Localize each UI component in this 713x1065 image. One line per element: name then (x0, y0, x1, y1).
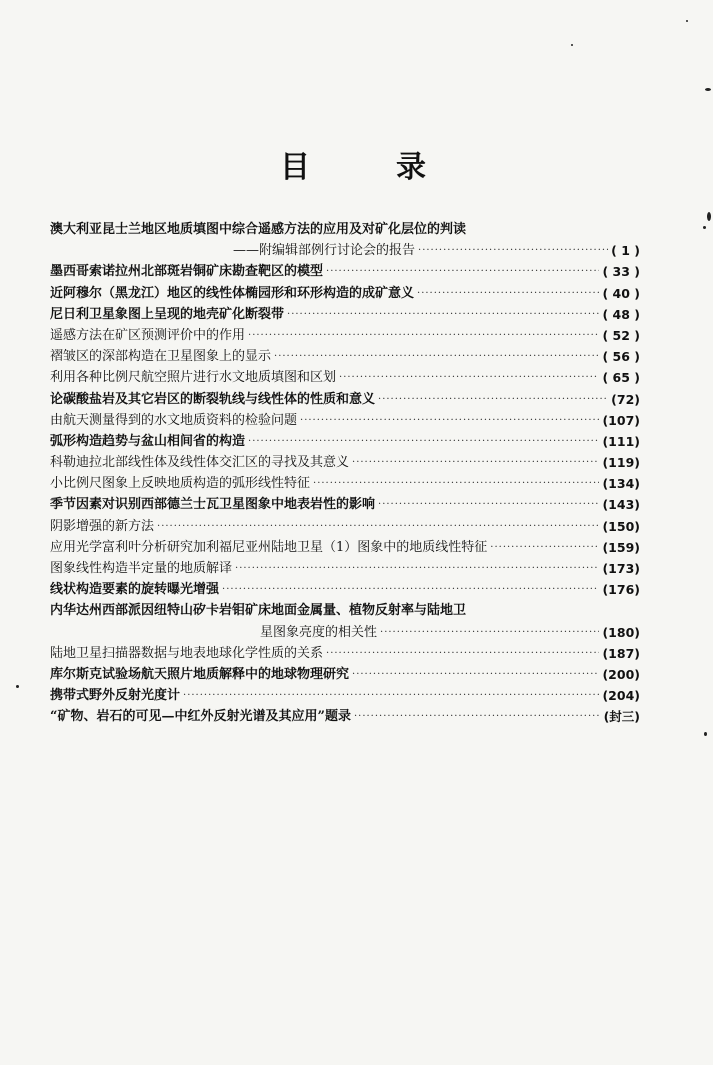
dot-leader (157, 516, 599, 537)
toc-entry-title: 库尔斯克试验场航天照片地质解释中的地球物理研究 (50, 666, 350, 682)
toc-entry-page: (176) (602, 582, 640, 598)
toc-entry (50, 494, 640, 515)
toc-entry-title: 墨西哥索诺拉州北部斑岩铜矿床勘查靶区的模型 (50, 264, 324, 280)
dot-leader (326, 261, 599, 282)
toc-entry (50, 685, 640, 706)
toc-entry-page: (107) (602, 412, 640, 428)
dot-leader (183, 685, 599, 706)
toc-entry-title: 弧形构造趋势与盆山相间省的构造 (50, 433, 246, 449)
dot-leader (352, 452, 599, 473)
toc-entry-title: 携带式野外反射光度计 (50, 688, 181, 704)
dot-leader (378, 494, 599, 515)
toc-entry (50, 452, 640, 473)
toc-entry (50, 643, 640, 664)
scan-speck (703, 226, 706, 229)
toc-entry-title: 陆地卫星扫描器数据与地表地球化学性质的关系 (50, 645, 324, 661)
toc-entry-title: 图象线性构造半定量的地质解译 (50, 561, 233, 576)
toc-entry-page: ( 40 ) (602, 285, 640, 301)
toc-entry-title: “矿物、岩石的可见—中红外反射光谱及其应用”题录 (50, 709, 351, 725)
toc-entry (50, 304, 640, 325)
toc-entry (50, 516, 640, 537)
toc-entry (50, 664, 640, 685)
toc-entry-page: (187) (602, 645, 640, 661)
dot-leader (248, 431, 599, 452)
toc-entry-page: ( 48 ) (602, 306, 640, 322)
toc-entry (50, 558, 640, 579)
toc-entry (50, 537, 640, 558)
toc-entry-title: 尼日利卫星象图上呈现的地壳矿化断裂带 (50, 306, 285, 322)
toc-entry-page: (封三) (603, 709, 640, 725)
title-char-2: 录 (396, 150, 426, 185)
dot-leader (274, 346, 599, 367)
toc-entry-page: (143) (602, 497, 640, 513)
toc-entry-page: (159) (602, 539, 640, 555)
toc-entry (50, 219, 640, 240)
toc-entry-title: 澳大利亚昆士兰地区地质填图中综合遥感方法的应用及对矿化层位的判读 (50, 222, 467, 237)
table-of-contents (50, 219, 640, 728)
toc-entry (50, 283, 640, 304)
toc-entry-title: 应用光学富利叶分析研究加利福尼亚州陆地卫星（1）图象中的地质线性特征 (50, 539, 488, 555)
toc-entry-page: ( 33 ) (602, 264, 640, 280)
toc-entry-title: 内华达州西部派因纽特山矽卡岩钼矿床地面金属量、植物反射率与陆地卫 (50, 603, 467, 619)
toc-entry-title: 季节因素对识别西部德兰士瓦卫星图象中地表岩性的影响 (50, 497, 376, 513)
dot-leader (352, 664, 599, 685)
toc-entry-page: ( 56 ) (602, 349, 640, 365)
toc-entry-title: 褶皱区的深部构造在卫星图象上的显示 (50, 349, 272, 365)
toc-entry-title: 线状构造要素的旋转曝光增强 (50, 582, 220, 598)
toc-entry-title: 利用各种比例尺航空照片进行水文地质填图和区划 (50, 370, 337, 386)
toc-entry-page: ( 1 ) (611, 243, 640, 259)
toc-entry-page: (173) (602, 561, 640, 576)
toc-entry (50, 410, 640, 431)
toc-entry (50, 622, 640, 643)
dot-leader (417, 283, 599, 304)
scan-speck (16, 685, 19, 688)
toc-entry (50, 261, 640, 282)
toc-entry (50, 240, 640, 261)
dot-leader (380, 622, 599, 643)
toc-entry-page: (150) (602, 518, 640, 534)
dot-leader (378, 389, 608, 410)
toc-entry-page: (204) (602, 688, 640, 704)
page-title (280, 148, 430, 188)
dot-leader (354, 706, 601, 727)
scan-speck (705, 88, 711, 91)
scan-speck (686, 20, 688, 22)
toc-entry-title: ——附编辑部例行讨论会的报告 (233, 243, 416, 259)
toc-entry-title: 由航天测量得到的水文地质资料的检验问题 (50, 412, 298, 428)
dot-leader (313, 473, 599, 494)
toc-entry-title: 近阿穆尔（黑龙江）地区的线性体椭园形和环形构造的成矿意义 (50, 285, 415, 301)
dot-leader (222, 579, 599, 600)
toc-entry-page: (72) (611, 391, 640, 407)
dot-leader (248, 325, 599, 346)
toc-entry-title: 遥感方法在矿区预测评价中的作用 (50, 327, 246, 343)
toc-entry (50, 473, 640, 494)
toc-entry-title: 论碳酸盐岩及其它岩区的断裂轨线与线性体的性质和意义 (50, 391, 376, 407)
dot-leader (418, 240, 608, 261)
scan-speck (571, 44, 573, 46)
toc-entry-page: (111) (602, 433, 640, 449)
toc-entry-title: 星图象亮度的相关性 (260, 624, 378, 640)
toc-entry-page: ( 65 ) (602, 370, 640, 386)
toc-entry (50, 579, 640, 600)
scan-speck (704, 732, 707, 736)
dot-leader (300, 410, 599, 431)
dot-leader (287, 304, 599, 325)
toc-entry (50, 431, 640, 452)
toc-entry-title: 阴影增强的新方法 (50, 518, 155, 534)
toc-entry-page: (134) (602, 476, 640, 492)
dot-leader (339, 367, 599, 388)
scan-speck (707, 212, 711, 221)
toc-entry-page: (119) (602, 455, 640, 471)
toc-entry (50, 389, 640, 410)
dot-leader (326, 643, 599, 664)
dot-leader (490, 537, 599, 558)
toc-entry (50, 706, 640, 727)
toc-entry (50, 346, 640, 367)
title-char-1: 目 (280, 150, 310, 185)
toc-entry-title: 小比例尺图象上反映地质构造的弧形线性特征 (50, 476, 311, 492)
toc-entry (50, 600, 640, 621)
toc-entry-title: 科勒迪拉北部线性体及线性体交汇区的寻找及其意义 (50, 455, 350, 471)
toc-entry (50, 325, 640, 346)
toc-entry-page: ( 52 ) (602, 327, 640, 343)
dot-leader (235, 558, 599, 579)
toc-entry-page: (180) (602, 624, 640, 640)
toc-entry (50, 367, 640, 388)
toc-entry-page: (200) (602, 666, 640, 682)
